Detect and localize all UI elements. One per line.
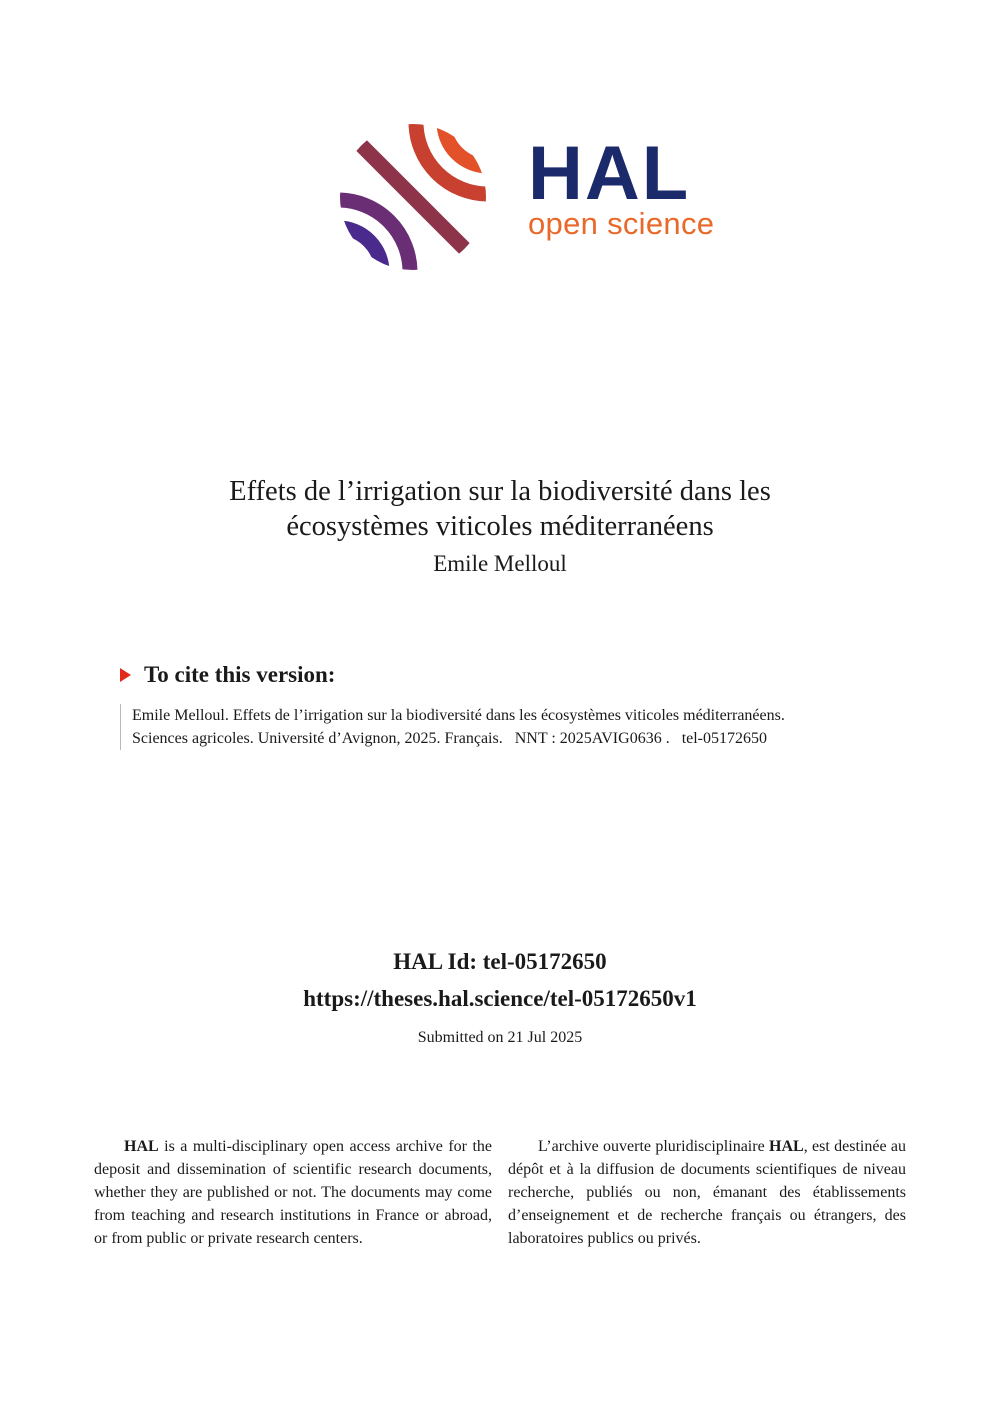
cite-heading <box>120 660 335 690</box>
hal-tagline: open science <box>528 206 715 241</box>
disclaimer-french <box>508 1135 906 1250</box>
disclaimer-fr-lead: L’archive ouverte pluridisciplinaire <box>538 1138 770 1155</box>
citation-line-1: Emile Melloul. Effets de l’irrigation sur la biodiversité dans les écosystèmes viticoles méditerranéens. <box>132 707 785 724</box>
citation-publisher: Sciences agricoles. Université d’Avignon, 2025. Français. <box>132 730 503 747</box>
hal-id: HAL Id: tel-05172650 <box>393 949 607 974</box>
disclaimer-en-text: is a multi-disciplinary open access archive for the deposit and dissemination of scientific research documents, whether they are published or not. The documents may come from teaching and research institutions in France or abroad, or from public or private research centers. <box>94 1138 492 1247</box>
triangle-bullet-icon <box>120 668 131 682</box>
cite-heading-text: To cite this version: <box>144 662 336 687</box>
hal-brand-text: HAL <box>528 131 691 216</box>
disclaimer-fr-text: , est destinée au dépôt et à la diffusion de documents scientifiques de niveau recherche, publiés ou non, émanant des établissements d’enseignement et de recherche français ou étrangers, des laboratoires publics ou privés. <box>508 1138 907 1247</box>
title-line-2: écosystèmes viticoles méditerranéens <box>286 511 714 542</box>
document-title <box>0 474 1000 544</box>
citation-line-2 <box>132 727 785 750</box>
title-line-1: Effets de l’irrigation sur la biodiversité dans les <box>229 476 771 507</box>
document-author: Emile Melloul <box>433 551 567 576</box>
hal-stripes-icon <box>338 122 488 272</box>
citation-block <box>120 704 785 750</box>
hal-logo <box>338 122 718 272</box>
hal-bold-fr: HAL <box>769 1138 804 1155</box>
disclaimer-english <box>94 1135 492 1250</box>
hal-url-link[interactable]: https://theses.hal.science/tel-05172650v1 <box>303 986 697 1011</box>
submission-date: Submitted on 21 Jul 2025 <box>417 1029 583 1046</box>
hal-bold-en: HAL <box>124 1138 159 1155</box>
citation-nnt: NNT : 2025AVIG0636 . <box>514 730 670 747</box>
citation-hal-id[interactable]: tel-05172650 <box>681 730 768 747</box>
